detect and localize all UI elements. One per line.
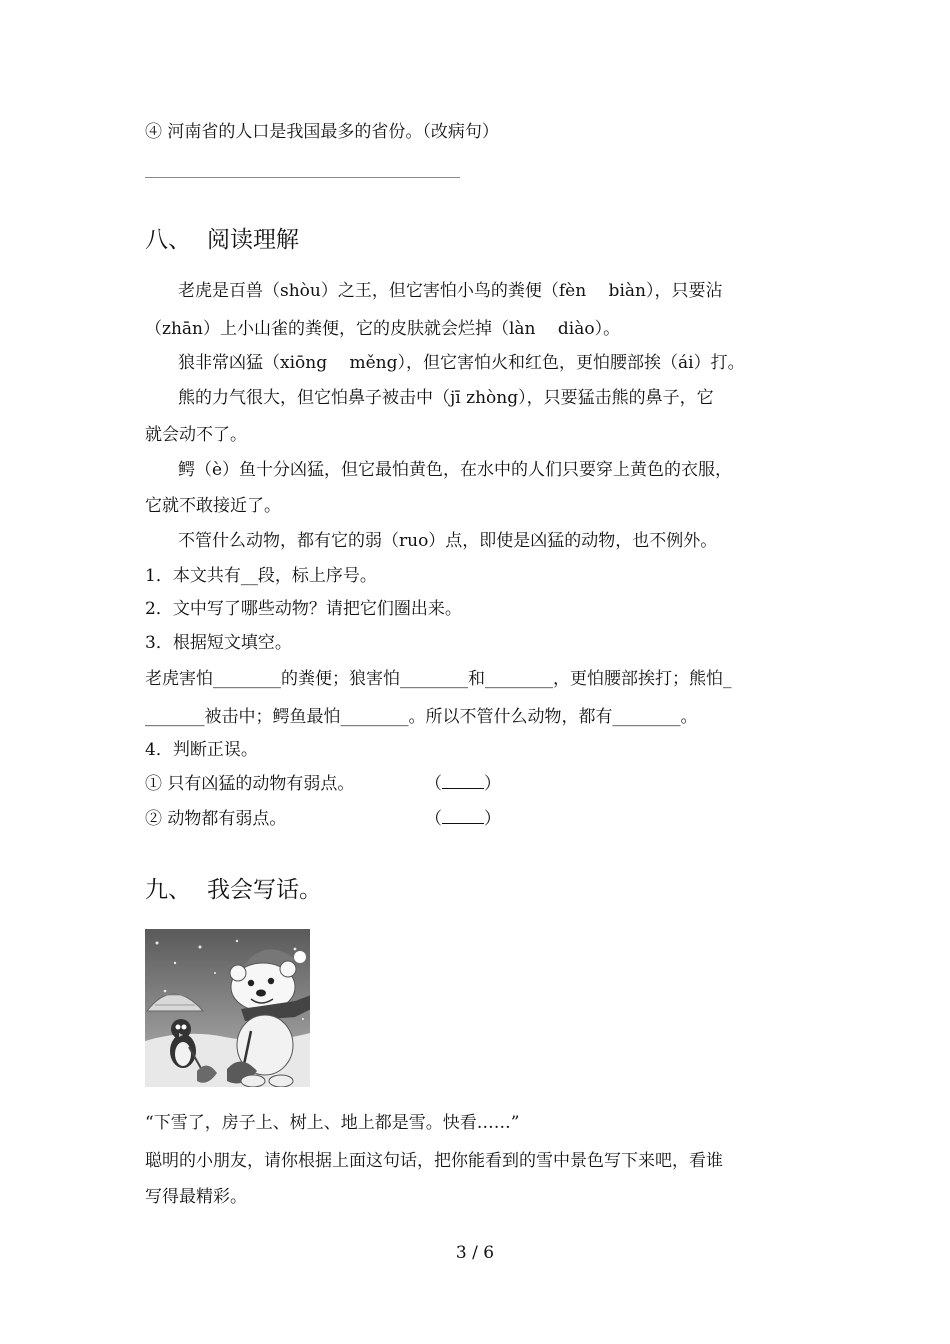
snow-scene-drawing — [145, 929, 310, 1087]
section-9-title: 我会写话。 — [207, 877, 322, 903]
passage-para-3b: 就会动不了。 — [145, 425, 247, 445]
passage-para-3a: 熊的力气很大，但它怕鼻子被击中（jī zhòng），只要猛击熊的鼻子，它 — [178, 388, 714, 408]
section-8-heading — [145, 225, 299, 255]
snow-scene-illustration — [145, 929, 310, 1087]
fill-blank-line-2: _______被击中；鳄鱼最怕________。所以不管什么动物，都有________。 — [145, 707, 698, 727]
judge-item-1-text: ① 只有凶猛的动物有弱点。 — [145, 774, 355, 794]
passage-para-4b: 它就不敢接近了。 — [145, 496, 281, 516]
writing-prompt-a: 聪明的小朋友，请你根据上面这句话，把你能看到的雪中景色写下来吧，看谁 — [145, 1151, 723, 1171]
section-9-heading — [145, 875, 322, 905]
answer-line — [145, 177, 460, 178]
writing-prompt-b: 写得最精彩。 — [145, 1187, 247, 1207]
writing-quote: “下雪了，房子上、树上、地上都是雪。快看……” — [145, 1113, 520, 1133]
passage-para-1b: （zhān）上小山雀的粪便，它的皮肤就会烂掉（làn diào）。 — [145, 319, 621, 339]
section-9-number: 九、 — [145, 877, 191, 903]
judge-item-2 — [145, 808, 286, 830]
passage-para-4a: 鳄（è）鱼十分凶猛，但它最怕黄色，在水中的人们只要穿上黄色的衣服， — [178, 460, 733, 480]
passage-para-2: 狼非常凶猛（xiōng měng），但它害怕火和红色，更怕腰部挨（ái）打。 — [178, 353, 745, 373]
fill-blank-line-1: 老虎害怕________的粪便；狼害怕________和________，更怕腰部挨打；熊怕_ — [145, 669, 732, 689]
section-8-title: 阅读理解 — [207, 227, 299, 253]
judge-item-1 — [145, 773, 354, 795]
page-number: 3 / 6 — [455, 1243, 495, 1263]
judge-item-2-text: ② 动物都有弱点。 — [145, 809, 287, 829]
reading-question-3: 3．根据短文填空。 — [145, 633, 292, 653]
section-8-number: 八、 — [145, 227, 191, 253]
passage-para-1a: 老虎是百兽（shòu）之王，但它害怕小鸟的粪便（fèn biàn），只要沾 — [178, 281, 723, 301]
reading-question-4: 4．判断正误。 — [145, 740, 258, 760]
reading-question-1: 1．本文共有__段，标上序号。 — [145, 566, 377, 586]
question-4-rewrite: ④ 河南省的人口是我国最多的省份。（改病句） — [145, 122, 499, 142]
passage-para-5: 不管什么动物，都有它的弱（ruo）点，即使是凶猛的动物，也不例外。 — [178, 531, 718, 551]
judge-item-2-answer[interactable]: （ ） — [425, 809, 501, 829]
reading-question-2: 2．文中写了哪些动物？请把它们圈出来。 — [145, 599, 462, 619]
judge-item-1-answer[interactable]: （ ） — [425, 774, 501, 794]
